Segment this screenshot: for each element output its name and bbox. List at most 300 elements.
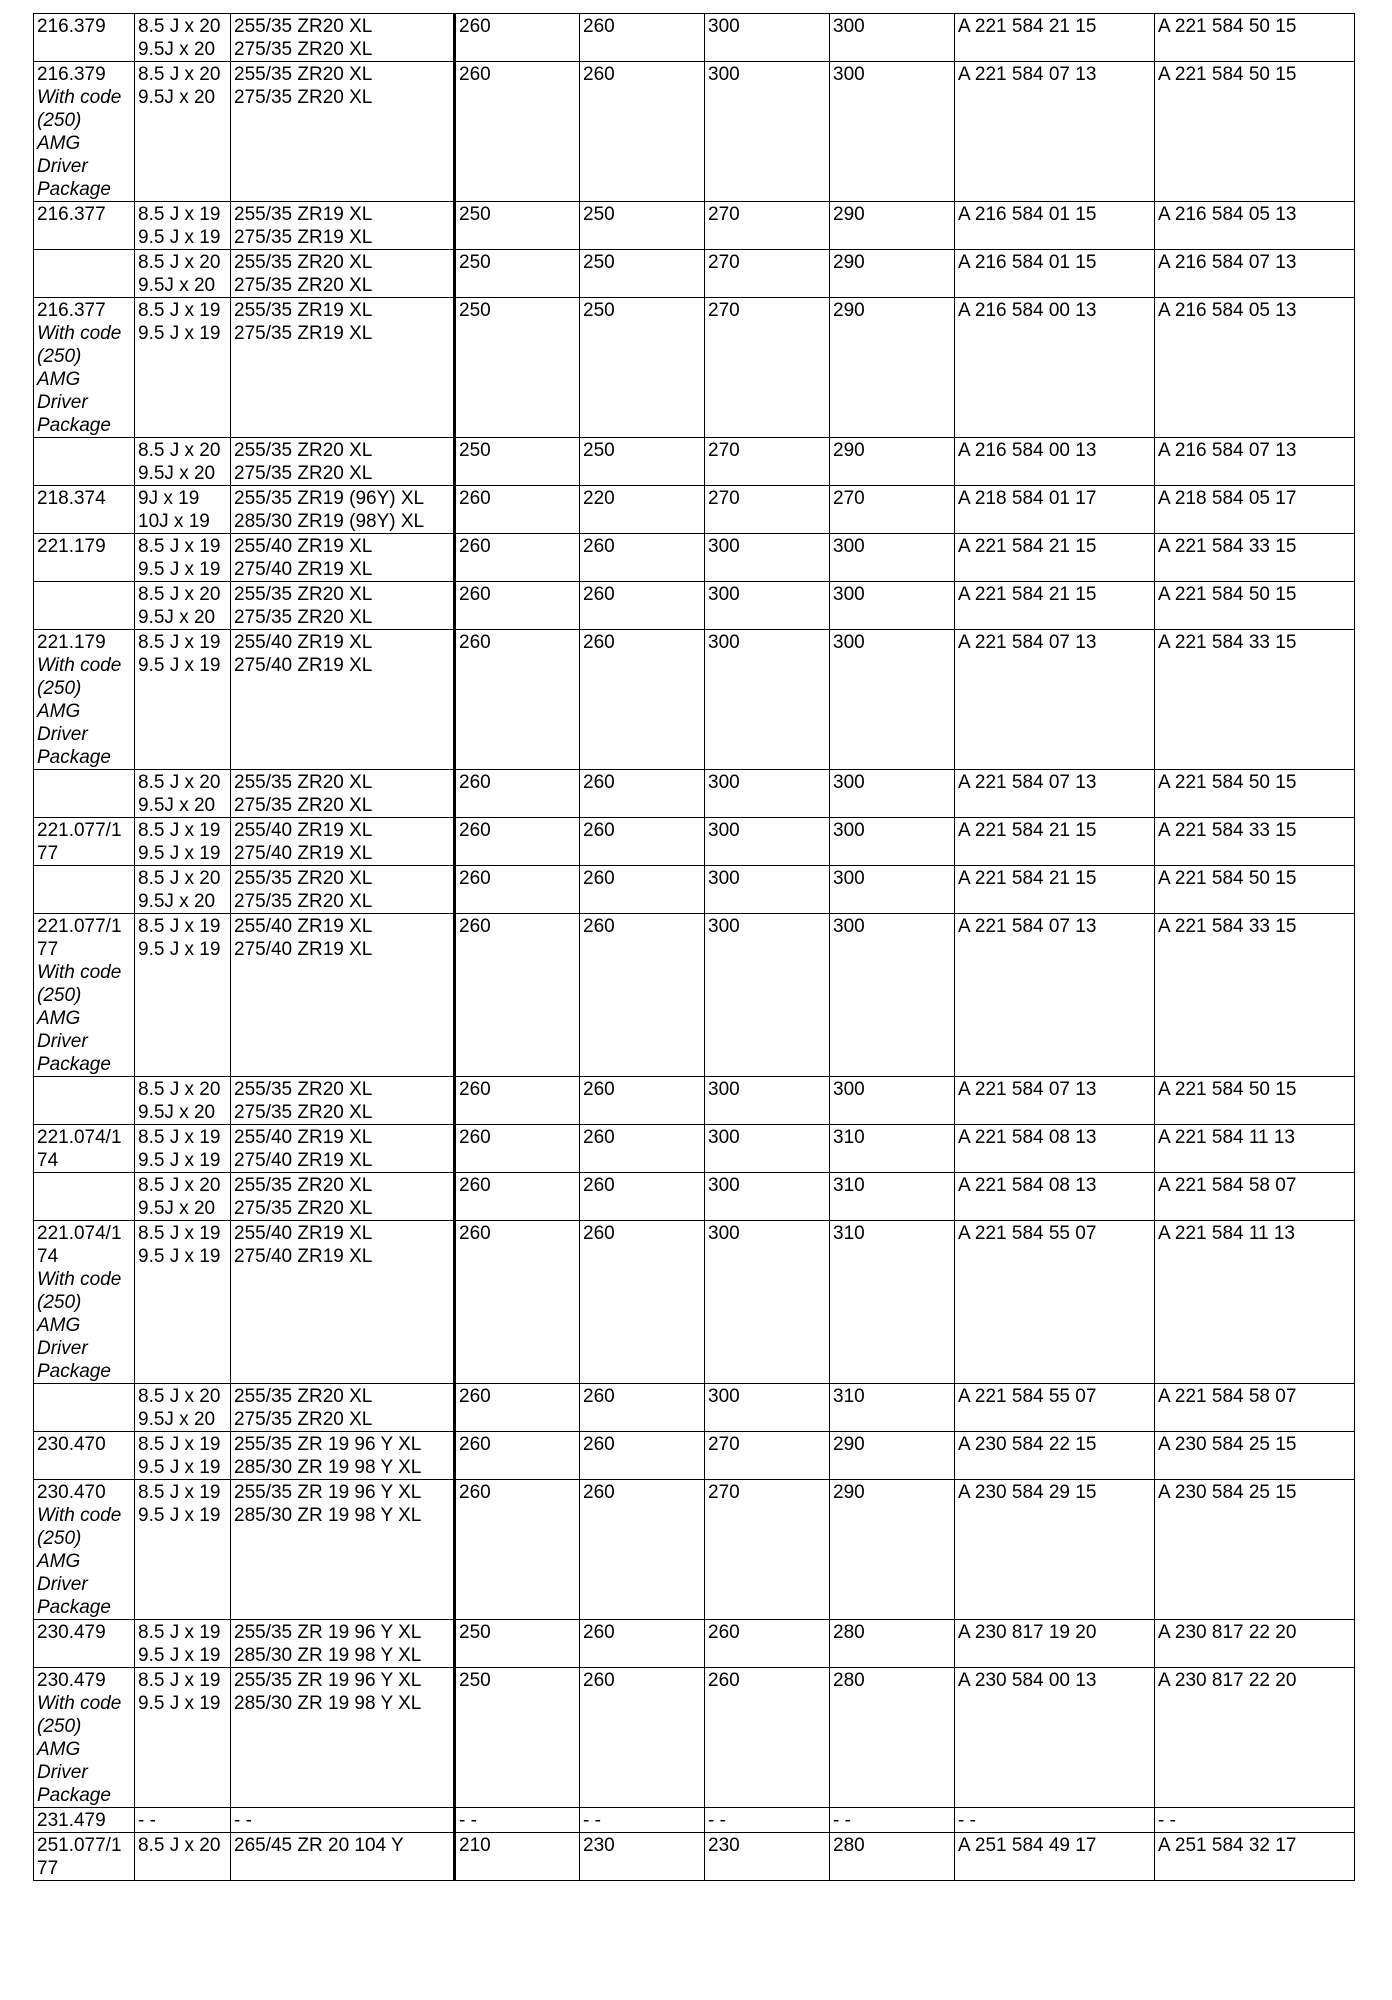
pressure-3-cell: 300 [705,582,830,630]
option-note: AMG [37,369,81,390]
pressure-3-cell: - - [705,1808,830,1833]
part-number-1-cell: A 218 584 01 17 [955,486,1155,534]
pressure-1-cell: 260 [455,582,580,630]
pressure-2-cell: 260 [580,14,705,62]
tire-size-line: 255/40 ZR19 XL [234,1223,373,1244]
pressure-3-cell: 270 [705,202,830,250]
part-number-1-cell: A 230 584 00 13 [955,1668,1155,1808]
pressure-1-cell: 260 [455,1077,580,1125]
tire-size-line: 255/35 ZR20 XL [234,868,373,889]
pressure-4-cell: 300 [830,582,955,630]
tire-size-line: 255/35 ZR20 XL [234,584,373,605]
rim-size-cell [135,1833,231,1881]
rim-size-line: 9.5 J x 19 [138,1505,221,1526]
part-number-2-cell: A 221 584 50 15 [1155,62,1355,202]
model-text: 221.077/1 [37,820,122,841]
rim-size-line: 8.5 J x 20 [138,772,221,793]
tire-size-line: 275/35 ZR19 XL [234,323,373,344]
pressure-4-cell: 280 [830,1833,955,1881]
pressure-4-cell: 290 [830,250,955,298]
rim-size-cell [135,914,231,1077]
pressure-2-cell: 260 [580,1480,705,1620]
part-number-1-cell: A 221 584 21 15 [955,14,1155,62]
table-row [34,770,1355,818]
tire-size-line: 275/35 ZR20 XL [234,1409,373,1430]
option-note: (250) [37,1716,82,1737]
model-text: 221.077/1 [37,916,122,937]
rim-size-cell [135,1384,231,1432]
part-number-1-cell: A 221 584 07 13 [955,62,1155,202]
pressure-1-cell: 260 [455,1221,580,1384]
model-text: 221.074/1 [37,1223,122,1244]
rim-size-line: 8.5 J x 20 [138,16,221,37]
rim-size-line: 9.5J x 20 [138,891,216,912]
part-number-2-cell: A 230 817 22 20 [1155,1620,1355,1668]
part-number-2-cell: - - [1155,1808,1355,1833]
model-text: 230.470 [37,1434,106,1455]
model-cell [34,770,135,818]
pressure-2-cell: 260 [580,1384,705,1432]
model-text: 231.479 [37,1810,106,1831]
part-number-1-cell: A 216 584 00 13 [955,438,1155,486]
table-row [34,202,1355,250]
tire-size-cell [231,1173,455,1221]
rim-size-cell [135,630,231,770]
pressure-2-cell: 260 [580,866,705,914]
tire-size-cell [231,582,455,630]
pressure-4-cell: 290 [830,438,955,486]
pressure-4-cell: 290 [830,1480,955,1620]
model-cell [34,438,135,486]
pressure-3-cell: 300 [705,818,830,866]
tire-size-line: 255/35 ZR19 XL [234,300,373,321]
tire-size-line: 255/35 ZR19 XL [234,204,373,225]
option-note: (250) [37,110,82,131]
pressure-4-cell: 290 [830,202,955,250]
part-number-2-cell: A 251 584 32 17 [1155,1833,1355,1881]
table-row [34,486,1355,534]
rim-size-cell [135,250,231,298]
rim-size-line: 9.5 J x 19 [138,1693,221,1714]
pressure-4-cell: 310 [830,1173,955,1221]
rim-size-cell [135,534,231,582]
rim-size-line: 8.5 J x 20 [138,64,221,85]
part-number-2-cell: A 230 584 25 15 [1155,1480,1355,1620]
pressure-3-cell: 300 [705,1077,830,1125]
rim-size-line: 10J x 19 [138,511,210,532]
tire-size-line: 285/30 ZR 19 98 Y XL [234,1693,422,1714]
pressure-2-cell: 250 [580,202,705,250]
tire-size-cell [231,62,455,202]
table-row [34,1808,1355,1833]
part-number-1-cell: A 221 584 55 07 [955,1384,1155,1432]
tire-size-cell [231,1480,455,1620]
option-note: AMG [37,1008,81,1029]
tire-size-line: 275/35 ZR20 XL [234,463,373,484]
option-note: AMG [37,701,81,722]
model-cell [34,1833,135,1881]
part-number-2-cell: A 221 584 11 13 [1155,1125,1355,1173]
table-row [34,534,1355,582]
option-note: With code [37,87,122,108]
rim-size-cell [135,1432,231,1480]
tire-pressure-table [33,13,1355,1881]
option-note: With code [37,655,122,676]
rim-size-cell [135,62,231,202]
tire-size-line: 255/35 ZR 19 96 Y XL [234,1670,422,1691]
model-cell [34,1077,135,1125]
tire-size-cell [231,818,455,866]
pressure-4-cell: 300 [830,62,955,202]
pressure-4-cell: 310 [830,1221,955,1384]
tire-size-cell [231,1125,455,1173]
model-cell [34,1808,135,1833]
model-text: 74 [37,1150,59,1171]
rim-size-cell [135,866,231,914]
rim-size-line: 9.5J x 20 [138,87,216,108]
rim-size-line: 8.5 J x 20 [138,868,221,889]
option-note: Driver [37,1762,88,1783]
rim-size-cell [135,770,231,818]
part-number-2-cell: A 221 584 50 15 [1155,866,1355,914]
rim-size-line: 9.5 J x 19 [138,1246,221,1267]
rim-size-line: 8.5 J x 19 [138,204,221,225]
part-number-1-cell: A 221 584 07 13 [955,630,1155,770]
pressure-4-cell: 300 [830,1077,955,1125]
table-row [34,1384,1355,1432]
part-number-2-cell: A 221 584 11 13 [1155,1221,1355,1384]
model-cell [34,1432,135,1480]
rim-size-line: - - [138,1810,156,1831]
pressure-2-cell: 260 [580,914,705,1077]
option-note: Package [37,1054,111,1075]
pressure-2-cell: 260 [580,818,705,866]
part-number-2-cell: A 230 584 25 15 [1155,1432,1355,1480]
pressure-2-cell: 260 [580,770,705,818]
option-note: AMG [37,1315,81,1336]
part-number-1-cell: A 230 817 19 20 [955,1620,1155,1668]
table-row [34,630,1355,770]
rim-size-cell [135,818,231,866]
rim-size-line: 8.5 J x 19 [138,1670,221,1691]
tire-size-line: 255/35 ZR20 XL [234,64,373,85]
model-cell [34,1384,135,1432]
rim-size-line: 9.5J x 20 [138,795,216,816]
rim-size-cell [135,1480,231,1620]
tire-size-line: 275/35 ZR20 XL [234,795,373,816]
pressure-1-cell: 250 [455,250,580,298]
pressure-1-cell: 260 [455,62,580,202]
model-text: 216.377 [37,204,106,225]
option-note: Driver [37,1338,88,1359]
pressure-4-cell: 300 [830,14,955,62]
tire-size-line: 255/35 ZR 19 96 Y XL [234,1434,422,1455]
part-number-1-cell: A 221 584 08 13 [955,1173,1155,1221]
table-row [34,1833,1355,1881]
model-text: 221.179 [37,632,106,653]
tire-size-line: 255/40 ZR19 XL [234,820,373,841]
rim-size-line: 8.5 J x 19 [138,1482,221,1503]
tire-size-line: 275/35 ZR20 XL [234,39,373,60]
rim-size-line: 8.5 J x 20 [138,1386,221,1407]
pressure-3-cell: 270 [705,486,830,534]
pressure-4-cell: 290 [830,298,955,438]
part-number-1-cell: A 216 584 01 15 [955,202,1155,250]
option-note: (250) [37,1528,82,1549]
model-cell [34,1221,135,1384]
rim-size-cell [135,298,231,438]
pressure-1-cell: 260 [455,1480,580,1620]
part-number-2-cell: A 230 817 22 20 [1155,1668,1355,1808]
pressure-1-cell: 250 [455,438,580,486]
tire-size-line: 275/40 ZR19 XL [234,559,373,580]
tire-size-line: 275/40 ZR19 XL [234,843,373,864]
pressure-2-cell: 250 [580,438,705,486]
pressure-1-cell: 260 [455,818,580,866]
rim-size-line: 8.5 J x 19 [138,1223,221,1244]
table-row [34,1077,1355,1125]
rim-size-cell [135,1668,231,1808]
model-text: 230.479 [37,1670,106,1691]
model-text: 74 [37,1246,59,1267]
tire-size-cell [231,486,455,534]
tire-size-cell [231,202,455,250]
model-cell [34,1125,135,1173]
rim-size-cell [135,1077,231,1125]
option-note: With code [37,323,122,344]
pressure-3-cell: 270 [705,1432,830,1480]
model-text: 218.374 [37,488,106,509]
tire-size-line: 285/30 ZR19 (98Y) XL [234,511,425,532]
pressure-4-cell: 300 [830,770,955,818]
rim-size-line: 9.5 J x 19 [138,655,221,676]
rim-size-cell [135,1125,231,1173]
rim-size-line: 9.5J x 20 [138,275,216,296]
tire-size-cell [231,1620,455,1668]
option-note: AMG [37,1551,81,1572]
pressure-4-cell: 300 [830,914,955,1077]
model-cell [34,582,135,630]
table-row [34,1173,1355,1221]
tire-size-cell [231,914,455,1077]
part-number-2-cell: A 216 584 07 13 [1155,250,1355,298]
option-note: (250) [37,1292,82,1313]
part-number-1-cell: A 221 584 55 07 [955,1221,1155,1384]
pressure-2-cell: 260 [580,534,705,582]
table-row [34,1221,1355,1384]
pressure-1-cell: - - [455,1808,580,1833]
rim-size-line: 8.5 J x 20 [138,1835,221,1856]
pressure-1-cell: 260 [455,770,580,818]
pressure-2-cell: 260 [580,62,705,202]
model-cell [34,914,135,1077]
pressure-1-cell: 260 [455,1125,580,1173]
rim-size-cell [135,1173,231,1221]
part-number-1-cell: A 251 584 49 17 [955,1833,1155,1881]
tire-size-cell [231,298,455,438]
rim-size-line: 8.5 J x 20 [138,584,221,605]
model-text: 216.377 [37,300,106,321]
pressure-2-cell: 260 [580,1125,705,1173]
model-cell [34,1668,135,1808]
tire-size-cell [231,1384,455,1432]
pressure-4-cell: 310 [830,1125,955,1173]
rim-size-cell [135,438,231,486]
tire-size-line: 275/40 ZR19 XL [234,939,373,960]
model-text: 216.379 [37,16,106,37]
tire-size-cell [231,534,455,582]
pressure-3-cell: 300 [705,914,830,1077]
part-number-2-cell: A 221 584 50 15 [1155,770,1355,818]
tire-size-cell [231,1833,455,1881]
rim-size-line: 9.5 J x 19 [138,1457,221,1478]
tire-size-cell [231,438,455,486]
pressure-3-cell: 260 [705,1620,830,1668]
rim-size-line: 8.5 J x 19 [138,300,221,321]
option-note: Package [37,1597,111,1618]
rim-size-line: 8.5 J x 19 [138,536,221,557]
model-cell [34,818,135,866]
rim-size-line: 9.5J x 20 [138,1102,216,1123]
pressure-2-cell: 260 [580,1620,705,1668]
rim-size-line: 8.5 J x 19 [138,1622,221,1643]
tire-size-line: 265/45 ZR 20 104 Y [234,1835,404,1856]
option-note: With code [37,962,122,983]
rim-size-line: 9.5 J x 19 [138,843,221,864]
table-row [34,866,1355,914]
pressure-2-cell: 220 [580,486,705,534]
table-row [34,914,1355,1077]
table-row [34,438,1355,486]
rim-size-line: 8.5 J x 19 [138,916,221,937]
option-note: Package [37,1361,111,1382]
part-number-2-cell: A 221 584 58 07 [1155,1173,1355,1221]
tire-size-line: - - [234,1810,252,1831]
tire-size-line: 255/35 ZR19 (96Y) XL [234,488,425,509]
part-number-2-cell: A 221 584 33 15 [1155,818,1355,866]
rim-size-line: 9.5J x 20 [138,463,216,484]
rim-size-cell [135,1808,231,1833]
rim-size-cell [135,1221,231,1384]
pressure-4-cell: 280 [830,1668,955,1808]
tire-size-cell [231,1432,455,1480]
pressure-3-cell: 260 [705,1668,830,1808]
model-cell [34,1480,135,1620]
tire-size-line: 275/35 ZR19 XL [234,227,373,248]
option-note: With code [37,1693,122,1714]
option-note: (250) [37,985,82,1006]
tire-size-cell [231,630,455,770]
option-note: Driver [37,724,88,745]
pressure-4-cell: 270 [830,486,955,534]
table-row [34,1432,1355,1480]
part-number-1-cell: A 221 584 21 15 [955,818,1155,866]
tire-size-line: 275/35 ZR20 XL [234,275,373,296]
tire-size-line: 255/35 ZR20 XL [234,440,373,461]
rim-size-line: 8.5 J x 19 [138,820,221,841]
rim-size-line: 8.5 J x 19 [138,1127,221,1148]
part-number-1-cell: A 221 584 07 13 [955,914,1155,1077]
part-number-2-cell: A 221 584 50 15 [1155,14,1355,62]
rim-size-line: 8.5 J x 19 [138,1434,221,1455]
model-text: 77 [37,843,59,864]
part-number-1-cell: A 216 584 00 13 [955,298,1155,438]
pressure-3-cell: 300 [705,630,830,770]
pressure-4-cell: 290 [830,1432,955,1480]
pressure-1-cell: 260 [455,866,580,914]
model-text: 77 [37,1858,59,1879]
model-cell [34,534,135,582]
pressure-1-cell: 250 [455,298,580,438]
part-number-2-cell: A 221 584 50 15 [1155,582,1355,630]
tire-size-line: 255/35 ZR20 XL [234,772,373,793]
pressure-2-cell: 260 [580,582,705,630]
pressure-2-cell: 250 [580,250,705,298]
rim-size-line: 8.5 J x 19 [138,632,221,653]
model-text: 230.479 [37,1622,106,1643]
pressure-2-cell: 260 [580,1173,705,1221]
tire-size-cell [231,1808,455,1833]
model-text: 221.074/1 [37,1127,122,1148]
part-number-1-cell: A 230 584 29 15 [955,1480,1155,1620]
table-body [34,14,1355,1881]
table-row [34,298,1355,438]
pressure-2-cell: 260 [580,1668,705,1808]
table-row [34,1668,1355,1808]
pressure-3-cell: 300 [705,1173,830,1221]
model-cell [34,630,135,770]
rim-size-line: 8.5 J x 20 [138,440,221,461]
option-note: Driver [37,156,88,177]
table-row [34,818,1355,866]
model-text: 251.077/1 [37,1835,122,1856]
pressure-3-cell: 300 [705,1384,830,1432]
pressure-3-cell: 300 [705,1221,830,1384]
pressure-3-cell: 270 [705,250,830,298]
pressure-3-cell: 300 [705,62,830,202]
rim-size-cell [135,486,231,534]
rim-size-cell [135,582,231,630]
part-number-2-cell: A 221 584 33 15 [1155,630,1355,770]
model-text: 216.379 [37,64,106,85]
option-note: Package [37,747,111,768]
rim-size-line: 9.5J x 20 [138,607,216,628]
model-text: 77 [37,939,59,960]
part-number-2-cell: A 216 584 05 13 [1155,298,1355,438]
tire-size-cell [231,770,455,818]
model-cell [34,62,135,202]
pressure-3-cell: 300 [705,1125,830,1173]
rim-size-line: 8.5 J x 20 [138,1175,221,1196]
pressure-3-cell: 300 [705,534,830,582]
part-number-1-cell: A 221 584 21 15 [955,534,1155,582]
pressure-3-cell: 270 [705,1480,830,1620]
tire-size-line: 275/35 ZR20 XL [234,1198,373,1219]
option-note: AMG [37,133,81,154]
tire-size-line: 275/35 ZR20 XL [234,1102,373,1123]
part-number-1-cell: A 221 584 07 13 [955,1077,1155,1125]
option-note: With code [37,1505,122,1526]
rim-size-line: 9.5 J x 19 [138,939,221,960]
model-cell [34,202,135,250]
rim-size-cell [135,1620,231,1668]
pressure-2-cell: 230 [580,1833,705,1881]
model-cell [34,866,135,914]
pressure-3-cell: 300 [705,866,830,914]
pressure-1-cell: 260 [455,1384,580,1432]
tire-size-cell [231,14,455,62]
rim-size-line: 8.5 J x 20 [138,1079,221,1100]
